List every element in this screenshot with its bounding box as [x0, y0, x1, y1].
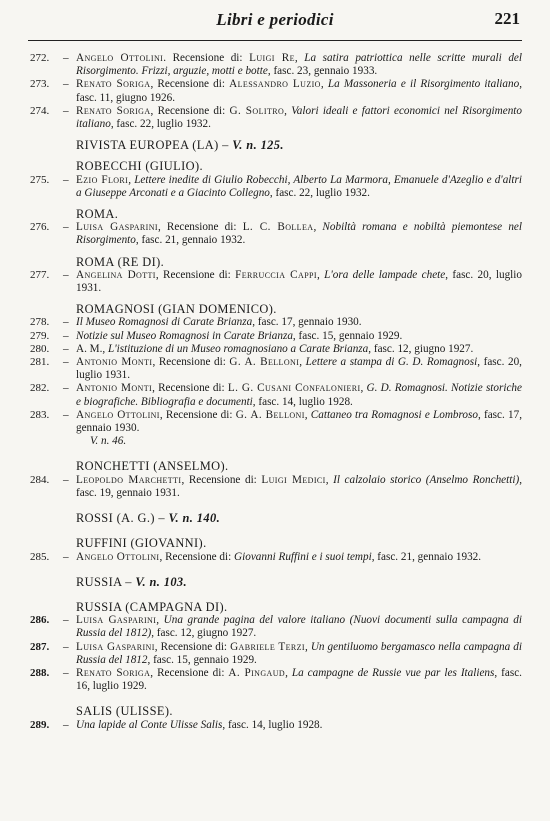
- entry-number: 274.: [30, 104, 50, 117]
- entry-author: A. M.: [76, 342, 103, 355]
- entry-number: 287.: [30, 640, 50, 653]
- entry-reviewer: G. A. Belloni: [229, 356, 300, 369]
- running-title: Libri e periodici: [216, 10, 334, 29]
- entry-issue: , fasc. 12, giugno 1927.: [368, 342, 474, 355]
- entry-276: 276. – Luisa Gasparini, Recensione di: L. C. Bollea, Nobiltà romana e nobiltà piemontese nel Risorgimento, fasc. 21, gennaio 1932.: [30, 221, 522, 247]
- cross-reference: V. n. 46.: [90, 435, 127, 448]
- entry-author: Renato Soriga: [76, 666, 151, 679]
- entry-number: 276.: [30, 221, 50, 234]
- entry-title: Una lapide al Conte Ulisse Salis: [76, 718, 223, 731]
- entry-title: , Un gentiluomo bergamasco nella campagna di Russia del 1812: [76, 640, 522, 666]
- page-header: [30, 8, 520, 34]
- entry-title: , Cattaneo tra Romagnosi e Lombroso: [304, 408, 478, 421]
- entry-issue: , fasc. 22, luglio 1932.: [110, 118, 211, 131]
- entry-issue: , fasc. 20, luglio 1931.: [76, 356, 522, 382]
- entry-title: , Lettere a stampa di G. D. Romagnosi: [299, 356, 478, 369]
- entry-author: Angelo Ottolini: [76, 550, 160, 563]
- entry-number: 282.: [30, 382, 50, 395]
- entry-reviewer: G. A. Belloni: [235, 408, 305, 421]
- entry-issue: , fasc. 14, luglio 1928.: [252, 395, 353, 408]
- entry-number: 285.: [30, 550, 50, 563]
- section-heading-ruffini: RUFFINI (GIOVANNI).: [76, 536, 207, 551]
- bibliography-body: [30, 52, 522, 732]
- entry-author: Renato Soriga: [76, 104, 151, 117]
- section-heading-russia-campagna: RUSSIA (CAMPAGNA DI).: [76, 599, 228, 614]
- entry-text: . Recensione di:: [163, 52, 250, 64]
- entry-281: 281. – Antonio Monti, Recensione di: G. A. Belloni, Lettere a stampa di G. D. Romagnosi, fasc. 20, luglio 1931.: [30, 356, 522, 382]
- page-number: 221: [494, 9, 520, 28]
- entry-text: , Recensione di:: [150, 78, 230, 91]
- entry-272: 272. – Angelo Ottolini. Recensione di: Luigi Re, La satira patriottica nelle scritte murali del Risorgimento. Frizzi, arguzie, motti e botte, fasc. 23, gennaio 1933.: [30, 52, 523, 78]
- entry-title: , Una grande pagina del valore italiano (Nuovi documenti sulla campagna di Russia del 1812): [76, 614, 522, 640]
- entry-reviewer: Ferruccia Cappi: [235, 268, 317, 281]
- entry-issue: , fasc. 15, gennaio 1929.: [147, 653, 257, 666]
- cross-reference: V. n. 140.: [168, 511, 221, 526]
- entry-number: 280.: [30, 342, 50, 355]
- entry-issue: , fasc. 17, gennaio 1930.: [76, 408, 522, 435]
- section-heading-romagnosi: ROMAGNOSI (GIAN DOMENICO).: [76, 302, 277, 317]
- entry-issue: , fasc. 14, luglio 1928.: [222, 718, 323, 731]
- entry-issue: , fasc. 23, gennaio 1933.: [267, 65, 378, 78]
- entry-text: , Recensione di:: [159, 408, 236, 421]
- entry-issue: , fasc. 16, luglio 1929.: [76, 666, 522, 693]
- entry-issue: , fasc. 22, luglio 1932.: [269, 186, 370, 199]
- entry-text: , Recensione di:: [152, 382, 228, 395]
- entry-title: , G. D. Romagnosi. Notizie storiche e biografiche. Bibliografia e documenti: [76, 382, 522, 408]
- entry-issue: , fasc. 11, giugno 1926.: [76, 78, 522, 104]
- entry-issue: , fasc. 21, gennaio 1932.: [371, 550, 482, 563]
- entry-issue: , fasc. 12, giugno 1927.: [151, 627, 257, 640]
- entry-number: 286.: [30, 614, 50, 627]
- entry-number: 277.: [30, 268, 50, 281]
- section-heading-robecchi: ROBECCHI (GIULIO).: [76, 159, 203, 174]
- heading-label: ROSSI (A. G.) –: [76, 511, 169, 526]
- entry-number: 284.: [30, 473, 50, 486]
- entry-author: Antonio Monti: [76, 356, 153, 369]
- entry-text: , Recensione di:: [154, 640, 231, 653]
- entry-288: 288. – Renato Soriga, Recensione di: A. Pingaud, La campagne de Russie vue par les Italiens, fasc. 16, luglio 1929.: [30, 666, 522, 693]
- heading-label: RIVISTA EUROPEA (LA) –: [76, 138, 233, 153]
- entry-title: , La campagne de Russie vue par les Italiens: [285, 666, 495, 679]
- entry-text: , Recensione di:: [150, 104, 230, 117]
- entry-278: 278. – Il Museo Romagnosi di Carate Brianza, fasc. 17, gennaio 1930.: [30, 316, 362, 329]
- entry-274: 274. – Renato Soriga, Recensione di: G. Solitro, Valori ideali e fattori economici nel Risorgimento italiano, fasc. 22, luglio 1932.: [30, 104, 522, 131]
- cross-reference: V. n. 103.: [135, 574, 188, 589]
- entry-number: 289.: [30, 718, 50, 731]
- entry-author: Angelo Ottolini: [76, 408, 160, 421]
- entry-text: , Recensione di:: [157, 221, 243, 234]
- entry-284: 284. – Leopoldo Marchetti, Recensione di: Luigi Medici, Il calzolaio storico (Anselmo Ronchetti), fasc. 19, gennaio 1931.: [30, 473, 522, 499]
- entry-issue: , fasc. 17, gennaio 1930.: [252, 316, 362, 329]
- section-heading-rivista-europea: [76, 139, 522, 152]
- entry-title: Il Museo Romagnosi di Carate Brianza: [76, 316, 253, 329]
- entry-number: 272.: [30, 52, 50, 64]
- section-heading-roma-re: ROMA (RE DI).: [76, 254, 165, 269]
- entry-277: 277. – Angelina Dotti, Recensione di: Ferruccia Cappi, L'ora delle lampade chete, fasc. 20, luglio 1931.: [30, 268, 522, 295]
- header-rule: [28, 40, 522, 41]
- section-heading-roma: ROMA.: [76, 207, 119, 222]
- entry-273: 273. – Renato Soriga, Recensione di: Alessandro Luzio, La Massoneria e il Risorgimento italiano, fasc. 11, giugno 1926.: [30, 78, 522, 104]
- heading-label: RUSSIA –: [76, 574, 136, 589]
- entry-286: 286. – Luisa Gasparini, Una grande pagina del valore italiano (Nuovi documenti sulla campagna di Russia del 1812), fasc. 12, giugno 1927.: [30, 614, 522, 640]
- section-heading-russia: [76, 576, 522, 589]
- entry-number: 281.: [30, 356, 50, 369]
- entry-text: , Recensione di:: [150, 666, 229, 679]
- entry-title: , Valori ideali e fattori economici nel Risorgimento italiano: [76, 104, 522, 131]
- entry-reviewer: G. Solitro: [229, 104, 285, 117]
- entry-287: 287. – Luisa Gasparini, Recensione di: Gabriele Terzi, Un gentiluomo bergamasco nella campagna di Russia del 1812, fasc. 15, gennaio 1929.: [30, 640, 522, 666]
- entry-reviewer: Alessandro Luzio: [229, 78, 321, 91]
- entry-285: 285. – Angelo Ottolini, Recensione di: Giovanni Ruffini e i suoi tempi, fasc. 21, gennaio 1932.: [30, 550, 482, 563]
- entry-279: 279. – Notizie sul Museo Romagnosi in Carate Brianza, fasc. 15, gennaio 1929.: [30, 329, 403, 342]
- entry-title: , L'ora delle lampade chete: [316, 268, 446, 281]
- section-heading-rossi: [76, 512, 522, 525]
- entry-number: 283.: [30, 408, 50, 421]
- entry-reviewer: Gabriele Terzi: [230, 640, 305, 653]
- entry-title: , L'istituzione di un Museo romagnosiano a Carate Brianza: [102, 342, 369, 355]
- entry-reviewer: Luigi Re: [249, 52, 295, 64]
- cross-reference: V. n. 125.: [232, 138, 284, 153]
- entry-text: , Recensione di:: [181, 473, 262, 486]
- entry-author: Luisa Gasparini: [76, 640, 155, 653]
- entry-282: 282. – Antonio Monti, Recensione di: L. G. Cusani Confalonieri, G. D. Romagnosi. Notizie storiche e biografiche. Bibliografia e documenti, fasc. 14, luglio 1928.: [30, 382, 522, 408]
- entry-author: Luisa Gasparini: [76, 614, 157, 627]
- entry-title: , Lettere inedite di Giulio Robecchi, Alberto La Marmora, Emanuele d'Azeglio e d'altri a Giuseppe Arconati e a Giacinto Collegno: [76, 173, 522, 199]
- entry-number: 279.: [30, 329, 50, 342]
- entry-issue: , fasc. 15, gennaio 1929.: [292, 329, 403, 342]
- entry-author: Angelina Dotti: [76, 268, 156, 281]
- entry-title: , La Massoneria e il Risorgimento italiano: [320, 78, 520, 91]
- entry-title: Notizie sul Museo Romagnosi in Carate Brianza: [76, 329, 293, 342]
- entry-title: , Il calzolaio storico (Anselmo Ronchetti): [325, 473, 520, 486]
- entry-title: , Nobiltà romana e nobiltà piemontese nel Risorgimento: [76, 221, 522, 247]
- entry-author: Angelo Ottolini: [76, 52, 164, 64]
- entry-number: 288.: [30, 666, 50, 679]
- entry-reviewer: Luigi Medici: [261, 473, 326, 486]
- entry-text: , Recensione di:: [152, 356, 230, 369]
- entry-author: Antonio Monti: [76, 382, 153, 395]
- entry-289: 289. – Una lapide al Conte Ulisse Salis, fasc. 14, luglio 1928.: [30, 718, 323, 731]
- entry-reviewer: A. Pingaud: [228, 666, 286, 679]
- entry-number: 278.: [30, 316, 50, 329]
- entry-issue: , fasc. 19, gennaio 1931.: [76, 473, 522, 499]
- entry-author: Luisa Gasparini: [76, 221, 158, 234]
- entry-text: , Recensione di:: [155, 268, 236, 281]
- entry-title: , La satira patriottica nelle scritte murali del Risorgimento. Frizzi, arguzie, motti e botte: [76, 52, 523, 78]
- entry-number: 273.: [30, 78, 50, 91]
- section-heading-salis: SALIS (ULISSE).: [76, 704, 173, 719]
- entry-283: 283. – Angelo Ottolini, Recensione di: G. A. Belloni, Cattaneo tra Romagnosi e Lombroso, fasc. 17, gennaio 1930.: [30, 408, 522, 435]
- entry-issue: , fasc. 20, luglio 1931.: [76, 268, 522, 295]
- section-heading-ronchetti: RONCHETTI (ANSELMO).: [76, 459, 229, 474]
- entry-reviewer: L. C. Bollea: [242, 221, 314, 234]
- entry-author: Renato Soriga: [76, 78, 151, 91]
- entry-reviewer: L. G. Cusani Confalonieri: [227, 382, 361, 395]
- entry-275: 275. – Ezio Flori, Lettere inedite di Giulio Robecchi, Alberto La Marmora, Emanuele d'Azeglio e d'altri a Giuseppe Arconati e a Giacinto Collegno, fasc. 22, luglio 1932.: [30, 173, 522, 199]
- entry-author: Leopoldo Marchetti: [76, 473, 182, 486]
- entry-author: Ezio Flori: [76, 173, 129, 186]
- entry-280: 280. – A. M., L'istituzione di un Museo romagnosiano a Carate Brianza, fasc. 12, giugno 1927.: [30, 342, 474, 355]
- entry-number: 275.: [30, 173, 50, 186]
- entry-issue: , fasc. 21, gennaio 1932.: [135, 234, 246, 247]
- entry-title: Giovanni Ruffini e i suoi tempi: [234, 550, 372, 563]
- entry-text: , Recensione di:: [159, 550, 235, 563]
